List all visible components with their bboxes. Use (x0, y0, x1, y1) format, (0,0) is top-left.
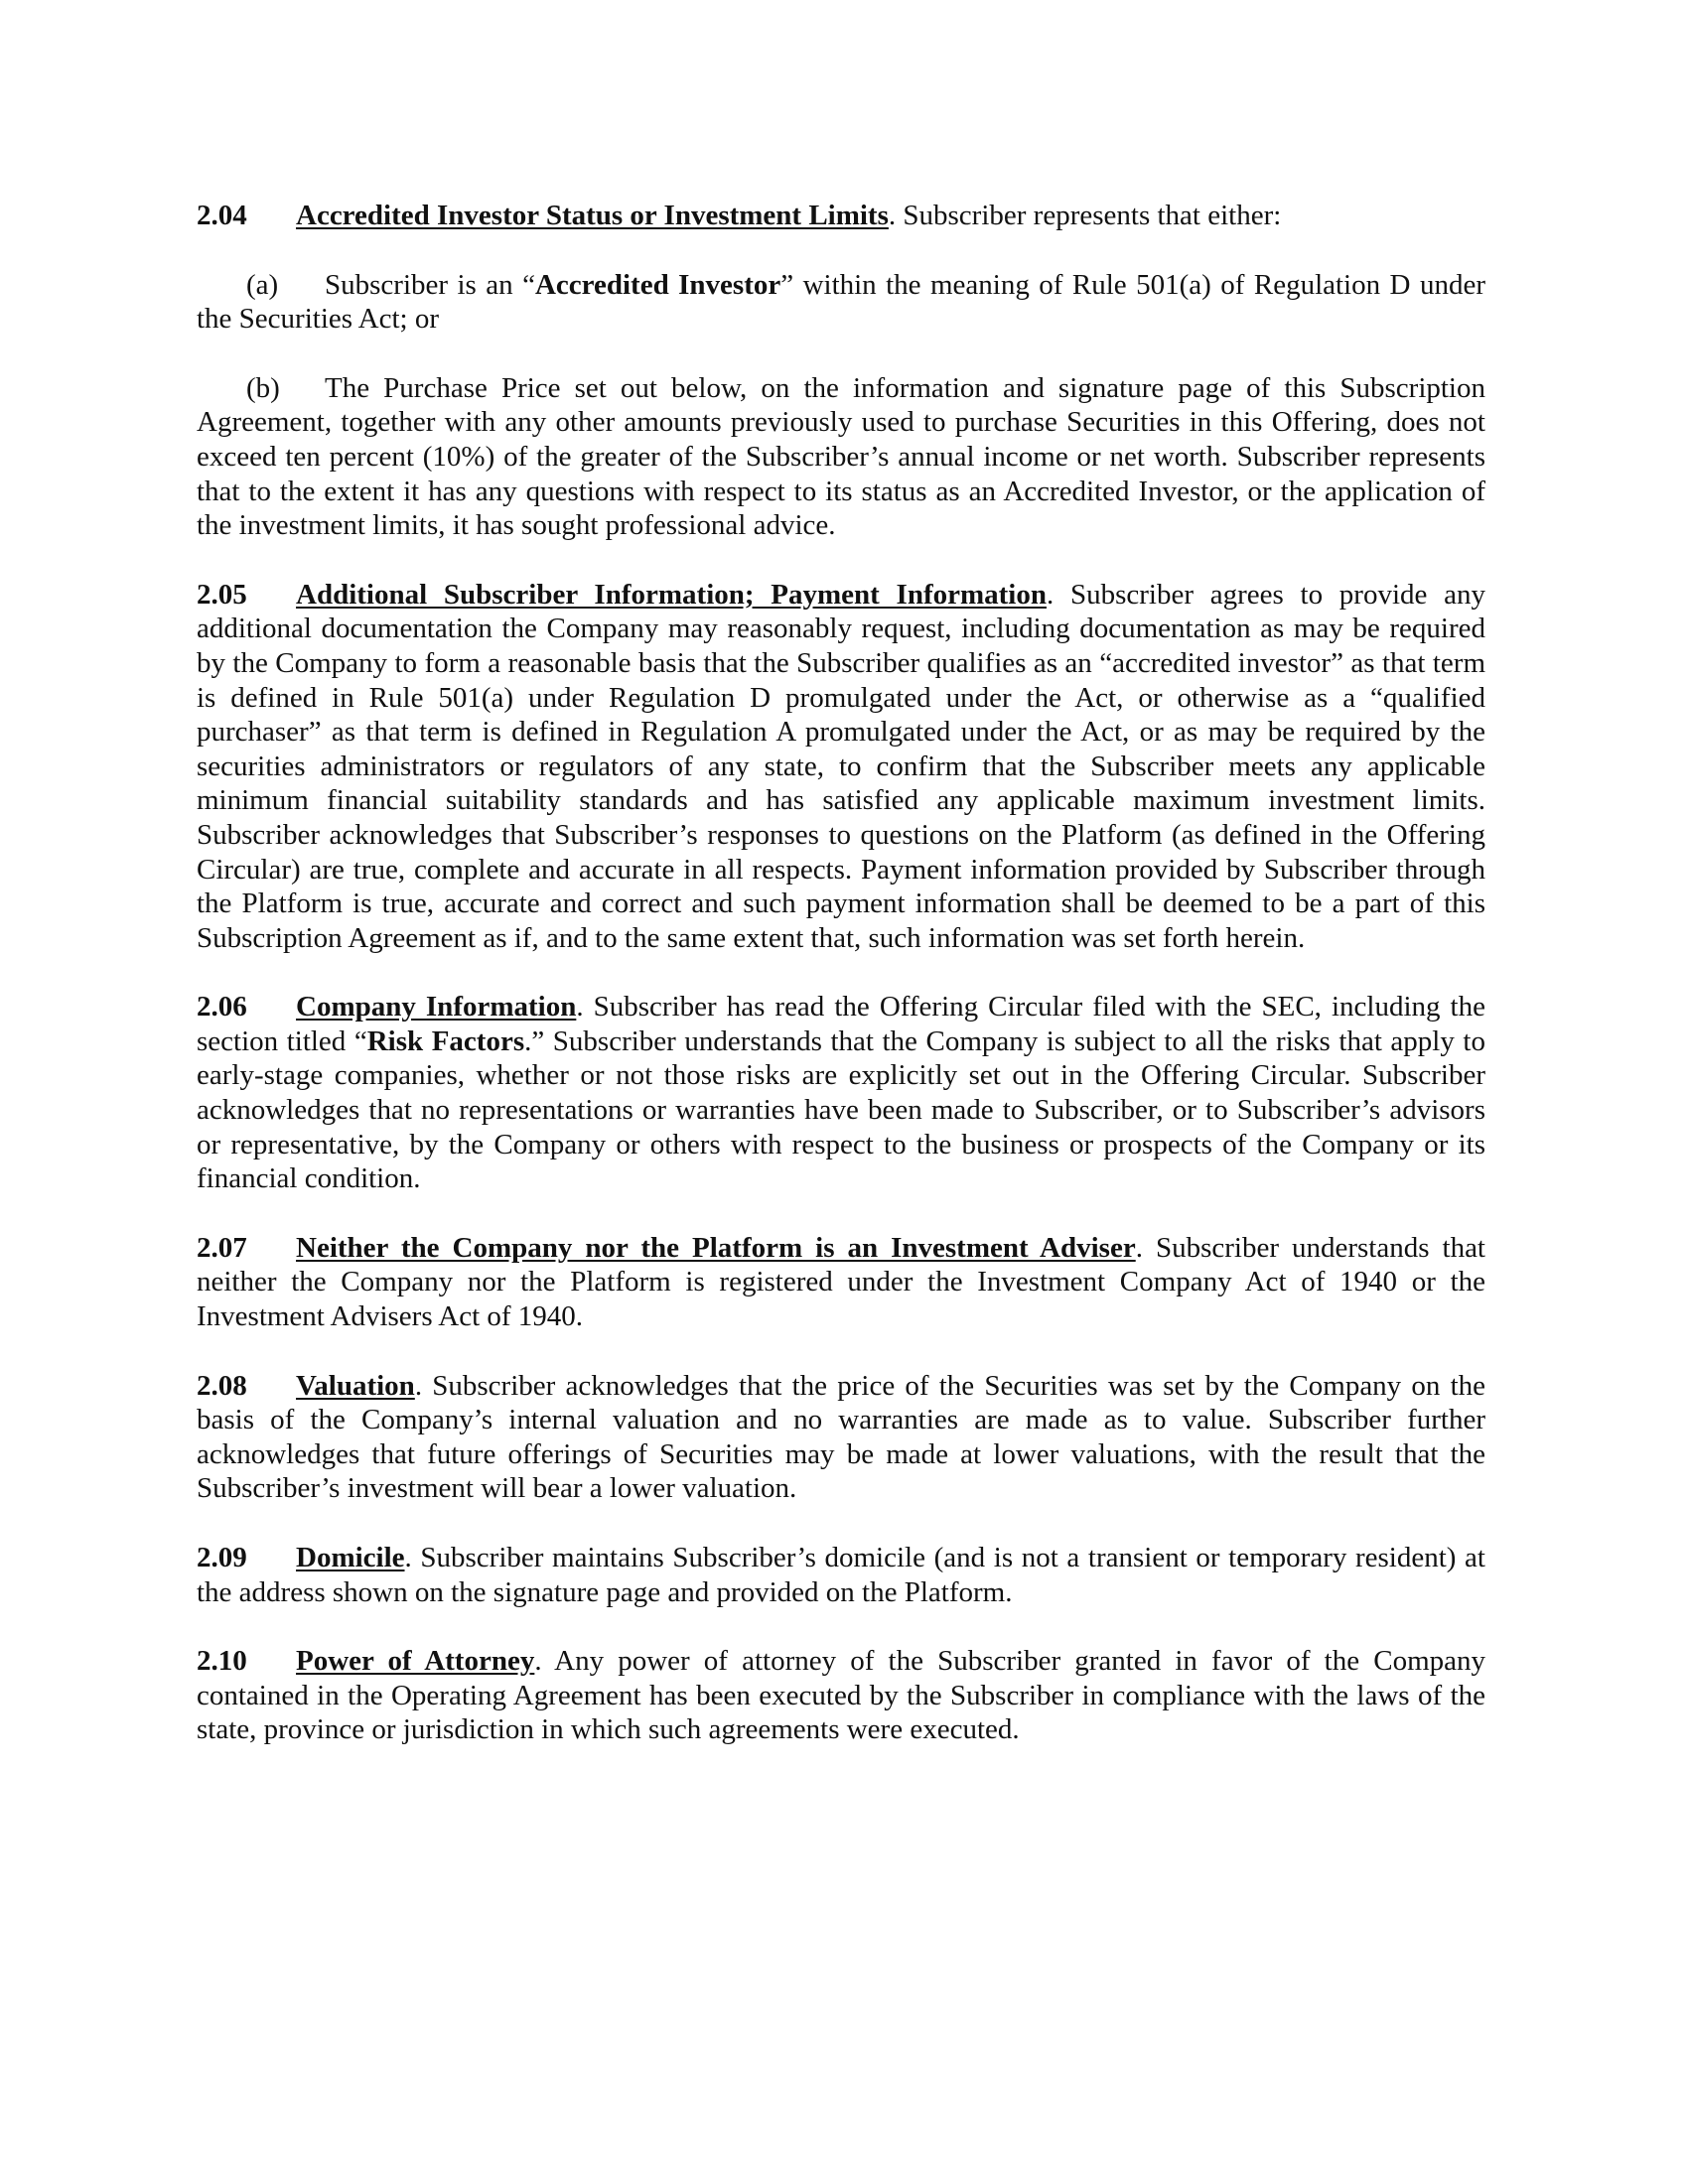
section-text: . Subscriber acknowledges that the price of the Securities was set by the Company on the basis of the Company’s internal valuation and no warranties are made as to value. Subscriber further acknowledges that future offerings of Securities may be made at lower valuations, with the result that the Subscriber’s investment will bear a lower valuation. (197, 1369, 1485, 1505)
section-number: 2.09 (197, 1542, 247, 1573)
document-page (197, 199, 1485, 1782)
section-2-05 (197, 578, 1485, 956)
section-text: . Subscriber agrees to provide any additional documentation the Company may reasonably request, including documentation as may be required by the Company to form a reasonable basis that the Subscriber qualifies as an “accredited investor” as that term is defined in Rule 501(a) under Regulation D promulgated under the Act, or otherwise as a “qualified purchaser” as that term is defined in Regulation A promulgated under the Act, or as may be required by the securities administrators or regulators of any state, to confirm that the Subscriber meets any applicable minimum financial suitability standards and has satisfied any applicable maximum investment limits. Subscriber acknowledges that Subscriber’s responses to questions on the Platform (as defined in the Offering Circular) are true, complete and accurate in all respects. Payment information provided by Subscriber through the Platform is true, accurate and correct and such payment information shall be deemed to be a part of this Subscription Agreement as if, and to the same extent that, such information was set forth herein. (197, 578, 1485, 954)
section-heading: Company Information (296, 991, 577, 1024)
section-heading: Domicile (296, 1542, 405, 1573)
section-2-10 (197, 1644, 1485, 1747)
item-text-pre: Subscriber is an “ (325, 268, 535, 301)
section-heading: Accredited Investor Status or Investment Limits (296, 200, 889, 231)
section-text: . Subscriber maintains Subscriber’s domicile (and is not a transient or temporary resident) at the address shown on the signature page and provided on the Platform. (197, 1542, 1485, 1608)
section-number: 2.10 (197, 1645, 247, 1678)
section-heading: Additional Subscriber Information; Payment Information (296, 578, 1047, 611)
item-text: The Purchase Price set out below, on the information and signature page of this Subscription Agreement, together with any other amounts previously used to purchase Securities in this Offering, does not exceed ten percent (10%) of the greater of the Subscriber’s annual income or net worth. Subscriber represents that to the extent it has any questions with respect to its status as an Accredited Investor, or the application of the investment limits, it has sought professional advice. (197, 371, 1485, 542)
section-text: . Subscriber represents that either: (888, 200, 1282, 231)
section-heading: Valuation (296, 1369, 415, 1402)
section-text: . Any power of attorney of the Subscriber granted in favor of the Company contained in the Operating Agreement has been executed by the Subscriber in compliance with the laws of the state, province or jurisdiction in which such agreements were executed. (197, 1645, 1485, 1746)
section-heading: Neither the Company nor the Platform is an Investment Adviser (296, 1231, 1136, 1264)
section-number: 2.05 (197, 578, 247, 611)
section-heading: Power of Attorney (296, 1645, 535, 1678)
section-2-04 (197, 199, 1485, 233)
section-2-07 (197, 1231, 1485, 1334)
section-number: 2.08 (197, 1369, 247, 1402)
section-number: 2.04 (197, 200, 247, 231)
item-label: (b) (246, 371, 280, 404)
section-2-08 (197, 1369, 1485, 1506)
section-text-pre: . Subscriber has read the Offering Circular filed with the SEC, including the section titled “ (197, 991, 1485, 1057)
section-text-post: .” Subscriber understands that the Company is subject to all the risks that apply to early-stage companies, whether or not those risks are explicitly set out in the Offering Circular. Subscriber acknowledges that no representations or warranties have been made to Subscriber, or to Subscriber’s advisors or representative, by the Company or others with respect to the business or prospects of the Company or its financial condition. (197, 1024, 1485, 1195)
section-2-04-item-b (197, 371, 1485, 543)
item-label: (a) (246, 268, 279, 301)
section-number: 2.07 (197, 1231, 247, 1264)
section-2-09 (197, 1541, 1485, 1609)
defined-term: Risk Factors (366, 1024, 525, 1057)
item-text-post: ” within the meaning of Rule 501(a) of Regulation D under the Securities Act; or (197, 268, 1485, 336)
section-2-06 (197, 990, 1485, 1196)
section-2-04-item-a (197, 268, 1485, 337)
section-text: . Subscriber understands that neither the Company nor the Platform is registered under the Investment Company Act of 1940 or the Investment Advisers Act of 1940. (197, 1231, 1485, 1333)
section-number: 2.06 (197, 991, 247, 1024)
defined-term: Accredited Investor (534, 268, 781, 301)
